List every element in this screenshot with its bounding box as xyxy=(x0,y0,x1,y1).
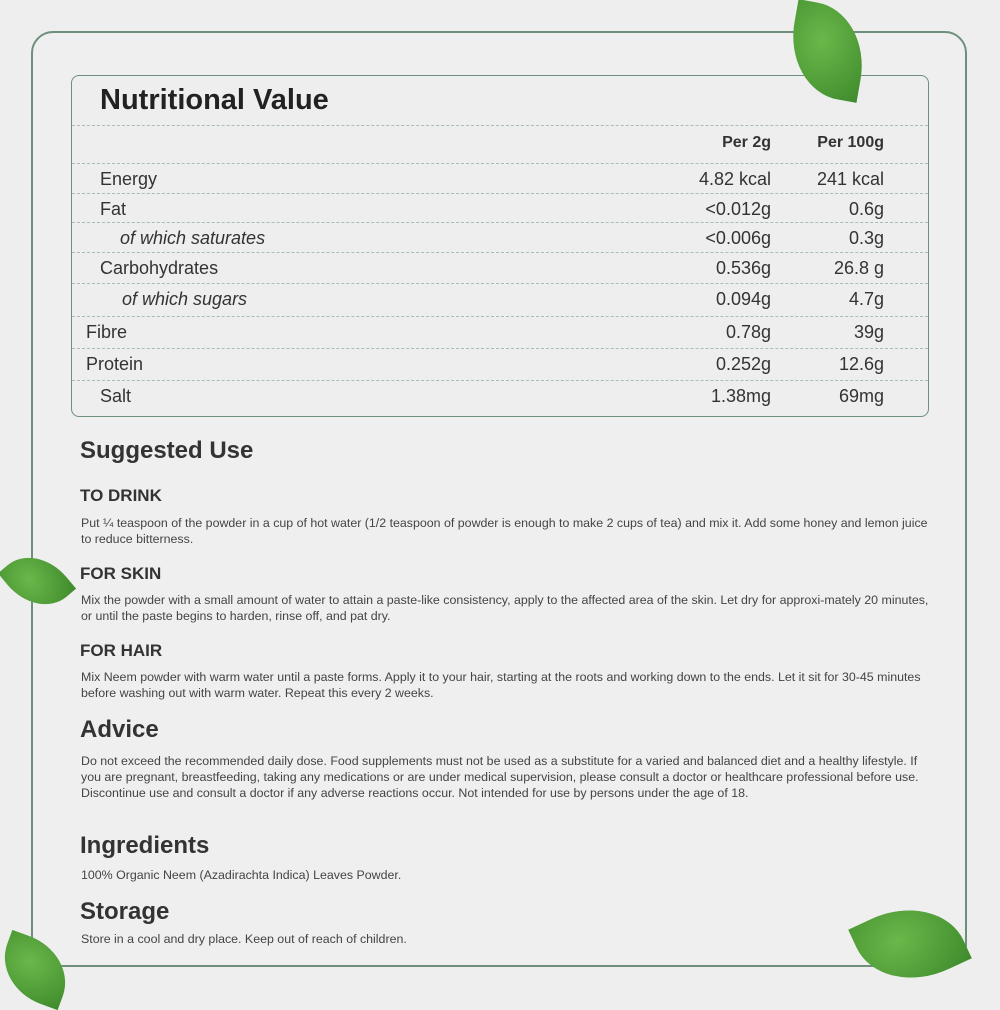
row-value-2g: 1.38mg xyxy=(710,386,771,406)
row-value-100g: 12.6g xyxy=(838,354,884,374)
table-row xyxy=(72,283,928,314)
to-drink-text: Put ¼ teaspoon of the powder in a cup of hot water (1/2 teaspoon of powder is enough to make 2 cups of tea) and mix it. Add some honey and lemon juice to reduce bitterness. xyxy=(81,516,928,546)
table-row xyxy=(72,222,928,253)
nutrition-table xyxy=(71,75,929,417)
suggested-use-heading: Suggested Use xyxy=(80,437,254,464)
to-drink-heading: TO DRINK xyxy=(80,486,162,505)
for-hair-text: Mix Neem powder with warm water until a paste forms. Apply it to your hair, starting at the roots and working down to the ends. Let it sit for 30-45 minutes before washing out with warm water. Repeat this every 2 weeks. xyxy=(81,670,921,700)
storage-text: Store in a cool and dry place. Keep out of reach of children. xyxy=(81,932,407,946)
table-row xyxy=(72,252,928,283)
row-label: Energy xyxy=(100,169,158,189)
for-skin-heading: FOR SKIN xyxy=(80,564,162,583)
table-header-row xyxy=(72,125,928,164)
row-label: Fibre xyxy=(86,322,128,342)
advice-heading: Advice xyxy=(80,716,159,743)
row-label: of which sugars xyxy=(122,289,248,309)
ingredients-heading: Ingredients xyxy=(80,832,210,859)
row-label: Fat xyxy=(100,199,127,219)
nutrition-title: Nutritional Value xyxy=(100,84,329,116)
for-skin-text: Mix the powder with a small amount of water to attain a paste-like consistency, apply to the affected area of the skin. Let dry for approxi-mately 20 minutes, or until the paste begins to harden, rinse off, and pat dry. xyxy=(81,593,929,623)
row-value-100g: 39g xyxy=(853,322,884,342)
row-value-2g: <0.012g xyxy=(705,199,771,219)
col-per-100g: Per 100g xyxy=(817,134,884,151)
row-value-2g: 0.78g xyxy=(725,322,771,342)
table-row xyxy=(72,348,928,379)
row-value-100g: 4.7g xyxy=(848,289,884,309)
table-row xyxy=(72,380,928,411)
row-value-2g: 4.82 kcal xyxy=(698,169,771,189)
row-value-100g: 26.8 g xyxy=(833,258,884,278)
advice-text: Do not exceed the recommended daily dose. Food supplements must not be used as a substitute for a varied and balanced diet and a healthy lifestyle. If you are pregnant, breastfeeding, taking any medications or are under medical supervision, please consult a doctor or healthcare professional before use. Discontinue use and consult a doctor if any adverse reactions occur. Not intended for use by persons under the age of 18. xyxy=(81,754,919,800)
row-label: Protein xyxy=(86,354,144,374)
row-value-2g: 0.094g xyxy=(715,289,771,309)
row-value-100g: 69mg xyxy=(838,386,884,406)
row-value-2g: 0.536g xyxy=(715,258,771,278)
row-value-100g: 241 kcal xyxy=(816,169,884,189)
ingredients-text: 100% Organic Neem (Azadirachta Indica) Leaves Powder. xyxy=(81,868,402,882)
row-value-100g: 0.6g xyxy=(848,199,884,219)
row-value-2g: 0.252g xyxy=(715,354,771,374)
row-label: Salt xyxy=(100,386,132,406)
row-value-100g: 0.3g xyxy=(848,228,884,248)
row-label: of which saturates xyxy=(120,228,266,248)
row-label: Carbohydrates xyxy=(100,258,219,278)
table-row xyxy=(72,163,928,194)
row-value-2g: <0.006g xyxy=(705,228,771,248)
col-per-2g: Per 2g xyxy=(722,134,771,151)
storage-heading: Storage xyxy=(80,898,170,925)
for-hair-heading: FOR HAIR xyxy=(80,641,163,660)
table-row xyxy=(72,316,928,347)
table-row xyxy=(72,193,928,224)
